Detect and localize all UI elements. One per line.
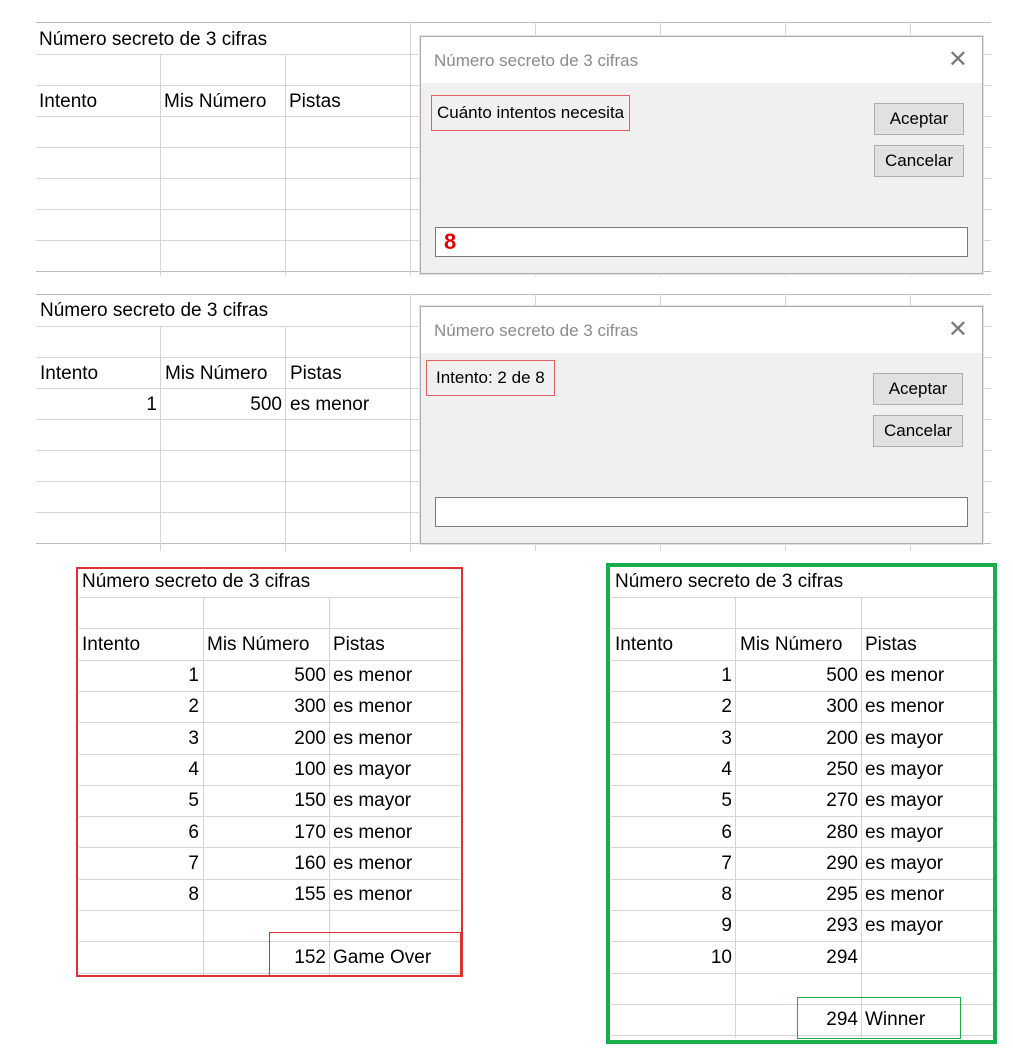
input-dialog-attempt [420,306,983,544]
attempts-input[interactable]: 8 [435,227,968,257]
cell-pista: es mayor [333,790,412,811]
input-dialog-attempts [420,36,983,274]
cell-numero: 270 [826,790,858,811]
grid-row-line [611,660,993,661]
grid-row-line [79,722,460,723]
cell-pista: es menor [865,665,945,686]
cell-numero: 300 [826,696,858,717]
cell-intento: 5 [188,790,199,811]
grid-row-line [611,754,993,755]
result-text: Winner [865,1009,926,1030]
header-mis-numero: Mis Número [207,634,310,655]
grid-row-line [611,628,993,629]
dialog-titlebar [421,307,982,353]
cell-numero: 293 [826,915,858,936]
cell-numero: 250 [826,759,858,780]
cell-pista: es menor [333,853,413,874]
grid-row-line [79,691,460,692]
cancel-button[interactable]: Cancelar [874,145,964,177]
cell-pista: es menor [333,696,413,717]
dialog-prompt: Cuánto intentos necesita [431,95,630,131]
cell-intento: 6 [721,822,732,843]
grid-row-line [611,941,993,942]
header-intento: Intento [82,634,141,655]
cell-intento: 4 [188,759,199,780]
cell-numero: 280 [826,822,858,843]
cell-numero: 160 [294,853,326,874]
header-pistas: Pistas [865,634,917,655]
cell-pista: es mayor [865,728,944,749]
cell-numero: 500 [294,665,326,686]
result-number: 294 [826,1009,858,1030]
header-pistas: Pistas [333,634,385,655]
grid-row-line [611,691,993,692]
cell-pista: es mayor [865,853,944,874]
cell-numero: 100 [294,759,326,780]
grid-row-line [611,722,993,723]
grid-row-line [611,879,993,880]
cell-numero: 200 [294,728,326,749]
cell-pista: es menor [333,884,413,905]
cell-pista: es mayor [865,790,944,811]
grid-row-line [611,847,993,848]
grid-row-line [79,754,460,755]
cell-intento: 1 [188,665,199,686]
cell-pista: es menor [865,696,945,717]
cell-pista: es mayor [865,822,944,843]
cell-intento: 2 [188,696,199,717]
header-intento: Intento [615,634,674,655]
dialog-prompt: Intento: 2 de 8 [426,360,555,396]
close-icon[interactable]: ✕ [947,315,968,343]
grid-row-line [79,785,460,786]
grid-col-line [329,597,330,975]
grid-row-line [79,628,460,629]
cell-intento: 10 [710,947,732,968]
grid-row-line [79,847,460,848]
grid-row-line [79,816,460,817]
header-mis-numero: Mis Número [740,634,843,655]
cancel-button[interactable]: Cancelar [873,415,963,447]
cell-pista: es mayor [865,759,944,780]
grid-row-line [611,597,993,598]
guess-input[interactable] [435,497,968,527]
cell-pista: es menor [865,884,945,905]
dialog-titlebar [421,37,982,83]
cell-pista: es menor [290,394,370,415]
ok-button[interactable]: Aceptar [873,373,963,405]
cell-pista: es mayor [865,915,944,936]
grid-col-line [861,597,862,1038]
cell-intento: 6 [188,822,199,843]
cell-numero: 155 [294,884,326,905]
header-mis-numero: Mis Número [164,91,267,112]
cell-numero: 300 [294,696,326,717]
cell-intento: 4 [721,759,732,780]
grid-row-line [79,597,460,598]
cell-numero: 290 [826,853,858,874]
close-icon[interactable]: ✕ [947,45,968,73]
dialog-title: Número secreto de 3 cifras [434,321,639,340]
sheet-title: Número secreto de 3 cifras [40,300,269,321]
cell-pista: es menor [333,728,413,749]
grid-row-line [611,910,993,911]
cell-numero: 170 [294,822,326,843]
result-number: 152 [294,947,326,968]
cell-pista: es menor [333,822,413,843]
ok-button[interactable]: Aceptar [874,103,964,135]
header-intento: Intento [39,91,98,112]
header-mis-numero: Mis Número [165,363,268,384]
cell-intento: 1 [721,665,732,686]
cell-intento: 7 [188,853,199,874]
grid-row-line [79,879,460,880]
grid-row-line [79,660,460,661]
cell-numero: 200 [826,728,858,749]
cell-intento: 3 [721,728,732,749]
cell-numero: 150 [294,790,326,811]
sheet-title: Número secreto de 3 cifras [615,571,844,592]
grid-row-line [611,973,993,974]
cell-intento: 5 [721,790,732,811]
header-pistas: Pistas [289,91,341,112]
grid-row-line [611,785,993,786]
grid-row-line [79,910,460,911]
cell-intento: 8 [188,884,199,905]
result-text: Game Over [333,947,432,968]
cell-intento: 3 [188,728,199,749]
cell-intento: 2 [721,696,732,717]
sheet-title: Número secreto de 3 cifras [82,571,311,592]
cell-numero: 294 [826,947,858,968]
header-pistas: Pistas [290,363,342,384]
cell-numero: 500 [826,665,858,686]
cell-intento: 1 [146,394,157,415]
header-intento: Intento [40,363,99,384]
sheet-title: Número secreto de 3 cifras [39,29,268,50]
cell-pista: es mayor [333,759,412,780]
dialog-title: Número secreto de 3 cifras [434,51,639,70]
cell-intento: 9 [721,915,732,936]
cell-pista: es menor [333,665,413,686]
grid-col-line [735,597,736,1038]
cell-intento: 8 [721,884,732,905]
grid-col-line [203,597,204,975]
grid-row-line [611,816,993,817]
cell-numero: 500 [250,394,282,415]
cell-numero: 295 [826,884,858,905]
cell-intento: 7 [721,853,732,874]
